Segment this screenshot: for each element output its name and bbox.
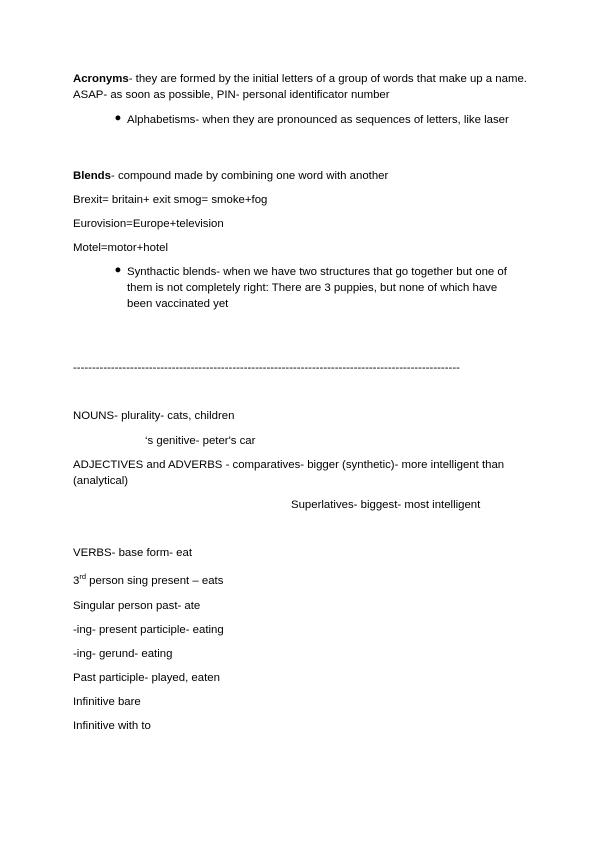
verbs-third-person-line <box>73 573 223 589</box>
superlatives-line: Superlatives- biggest- most intelligent <box>291 499 481 511</box>
adjectives-line: ADJECTIVES and ADVERBS - comparatives- bigger (synthetic)- more intelligent than (analytical) <box>73 459 505 487</box>
verbs-line: Infinitive bare <box>73 696 141 708</box>
blends-example: Brexit= britain+ exit smog= smoke+fog <box>73 194 268 206</box>
verbs-line: Past participle- played, eaten <box>73 672 220 684</box>
verbs-base-line: VERBS- base form- eat <box>73 547 193 559</box>
section-divider: ------------------------------------------------------------------------------------------------------ <box>73 362 460 374</box>
verbs-line: Singular person past- ate <box>73 600 201 612</box>
verbs-line: -ing- present participle- eating <box>73 624 224 636</box>
genitive-line: ‘s genitive- peter's car <box>145 435 256 447</box>
acronyms-term: Acronyms <box>73 73 129 85</box>
verbs-line: Infinitive with to <box>73 720 151 732</box>
bullet-icon: ● <box>114 264 122 276</box>
blends-example: Motel=motor+hotel <box>73 242 168 254</box>
nouns-line: NOUNS- plurality- cats, children <box>73 410 235 422</box>
acronyms-paragraph <box>73 71 533 103</box>
third-rest: person sing present – eats <box>86 575 224 587</box>
bullet-icon: ● <box>114 112 122 124</box>
blends-definition: - compound made by combining one word with another <box>110 170 389 182</box>
blends-paragraph <box>73 168 388 184</box>
blends-example: Eurovision=Europe+television <box>73 218 224 230</box>
third-superscript: rd <box>79 572 87 582</box>
third-number: 3 <box>73 575 80 587</box>
synthactic-blends-bullet: Synthactic blends- when we have two structures that go together but one of them is not completely right: There are 3 puppies, but none of which have been vaccinated yet <box>127 266 507 310</box>
blends-term: Blends <box>73 170 111 182</box>
acronyms-definition: - they are formed by the initial letters of a group of words that make up a name. ASAP- as soon as possible, PIN- personal identificator number <box>73 73 527 101</box>
alphabetisms-bullet: Alphabetisms- when they are pronounced as sequences of letters, like laser <box>127 114 509 126</box>
verbs-line: -ing- gerund- eating <box>73 648 173 660</box>
